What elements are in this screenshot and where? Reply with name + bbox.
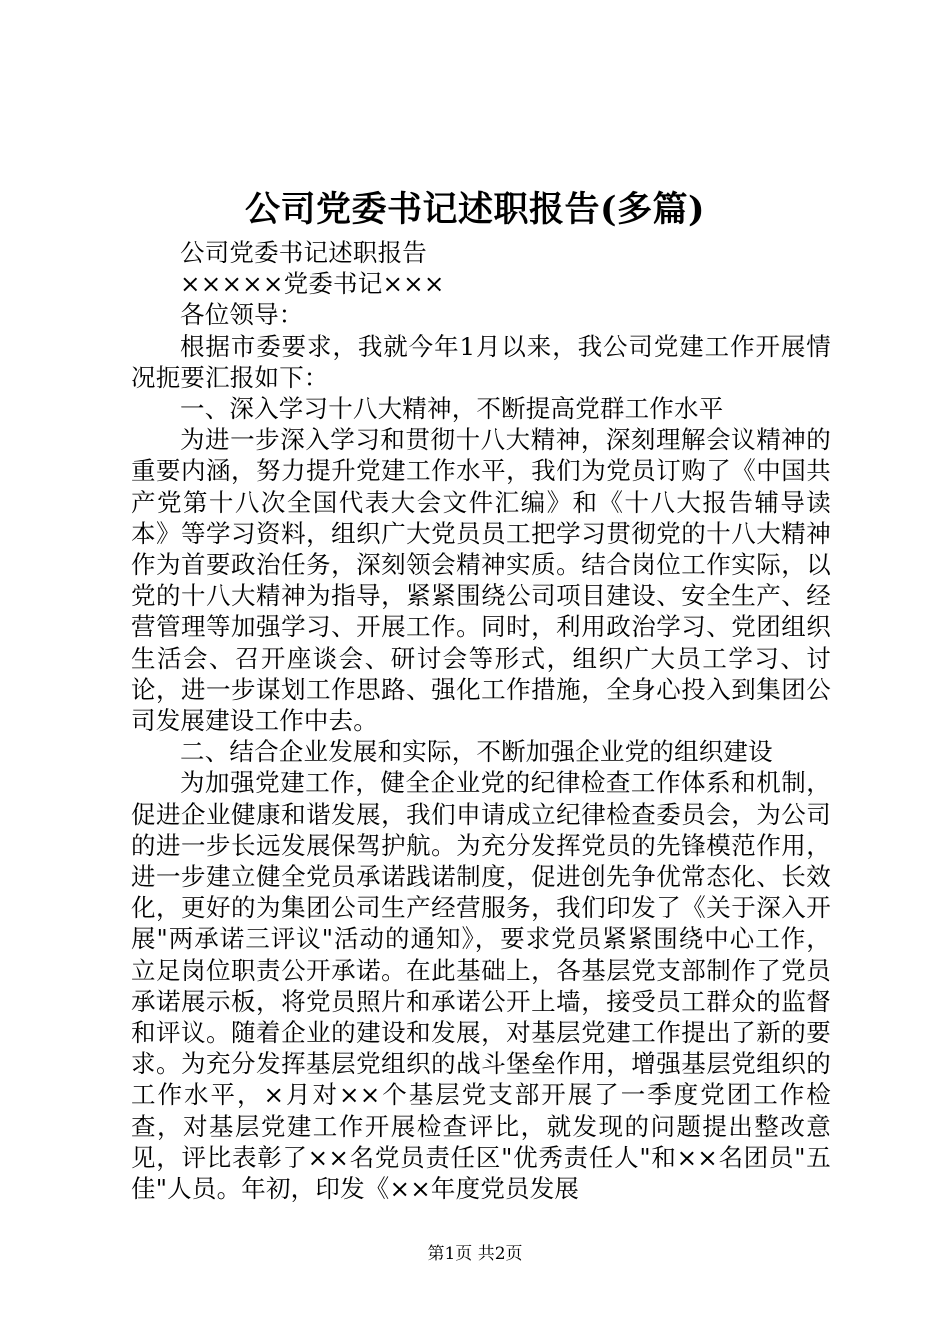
document-title: 公司党委书记述职报告(多篇) xyxy=(244,189,706,230)
section-heading-1: 一、深入学习十八大精神，不断提高党群工作水平 xyxy=(180,394,724,424)
document-body xyxy=(131,237,831,1204)
page-footer: 第1页 共2页 xyxy=(427,1244,523,1264)
section-heading-2: 二、结合企业发展和实际，不断加强企业党的组织建设 xyxy=(180,737,773,767)
section-2-paragraph: 为加强党建工作，健全企业党的纪律检查工作体系和机制，促进企业健康和谐发展，我们申请成立纪律检查委员会，为公司的进一步长远发展保驾护航。为充分发挥党员的先锋模范作用，进一步建立健全党员承诺践诺制度，促进创先争优常态化、长效化，更好的为集团公司生产经营服务，我们印发了《关于深入开展"两承诺三评议"活动的通知》，要求党员紧紧围绕中心工作，立足岗位职责公开承诺。在此基础上，各基层党支部制作了党员承诺展示板，将党员照片和承诺公开上墙，接受员工群众的监督和评议。随着企业的建设和发展，对基层党建工作提出了新的要求。为充分发挥基层党组织的战斗堡垒作用，增强基层党组织的工作水平，×月对××个基层党支部开展了一季度党团工作检查，对基层党建工作开展检查评比，就发现的问题提出整改意见，评比表彰了××名党员责任区"优秀责任人"和××名团员"五佳"人员。年初，印发《××年度党员发展 xyxy=(131,768,831,1204)
section-1-paragraph: 为进一步深入学习和贯彻十八大精神，深刻理解会议精神的重要内涵，努力提升党建工作水平，我们为党员订购了《中国共产党第十八次全国代表大会文件汇编》和《十八大报告辅导读本》等学习资料，组织广大党员员工把学习贯彻党的十八大精神作为首要政治任务，深刻领会精神实质。结合岗位工作实际，以党的十八大精神为指导，紧紧围绕公司项目建设、安全生产、经营管理等加强学习、开展工作。同时，利用政治学习、党团组织生活会、召开座谈会、研讨会等形式，组织广大员工学习、讨论，进一步谋划工作思路、强化工作措施，全身心投入到集团公司发展建设工作中去。 xyxy=(131,425,831,736)
report-heading: 公司党委书记述职报告 xyxy=(180,238,427,267)
salutation: 各位领导： xyxy=(180,300,304,330)
author-line: ×××××党委书记××× xyxy=(180,269,445,299)
intro-paragraph: 根据市委要求，我就今年1月以来，我公司党建工作开展情况扼要汇报如下： xyxy=(131,331,831,392)
